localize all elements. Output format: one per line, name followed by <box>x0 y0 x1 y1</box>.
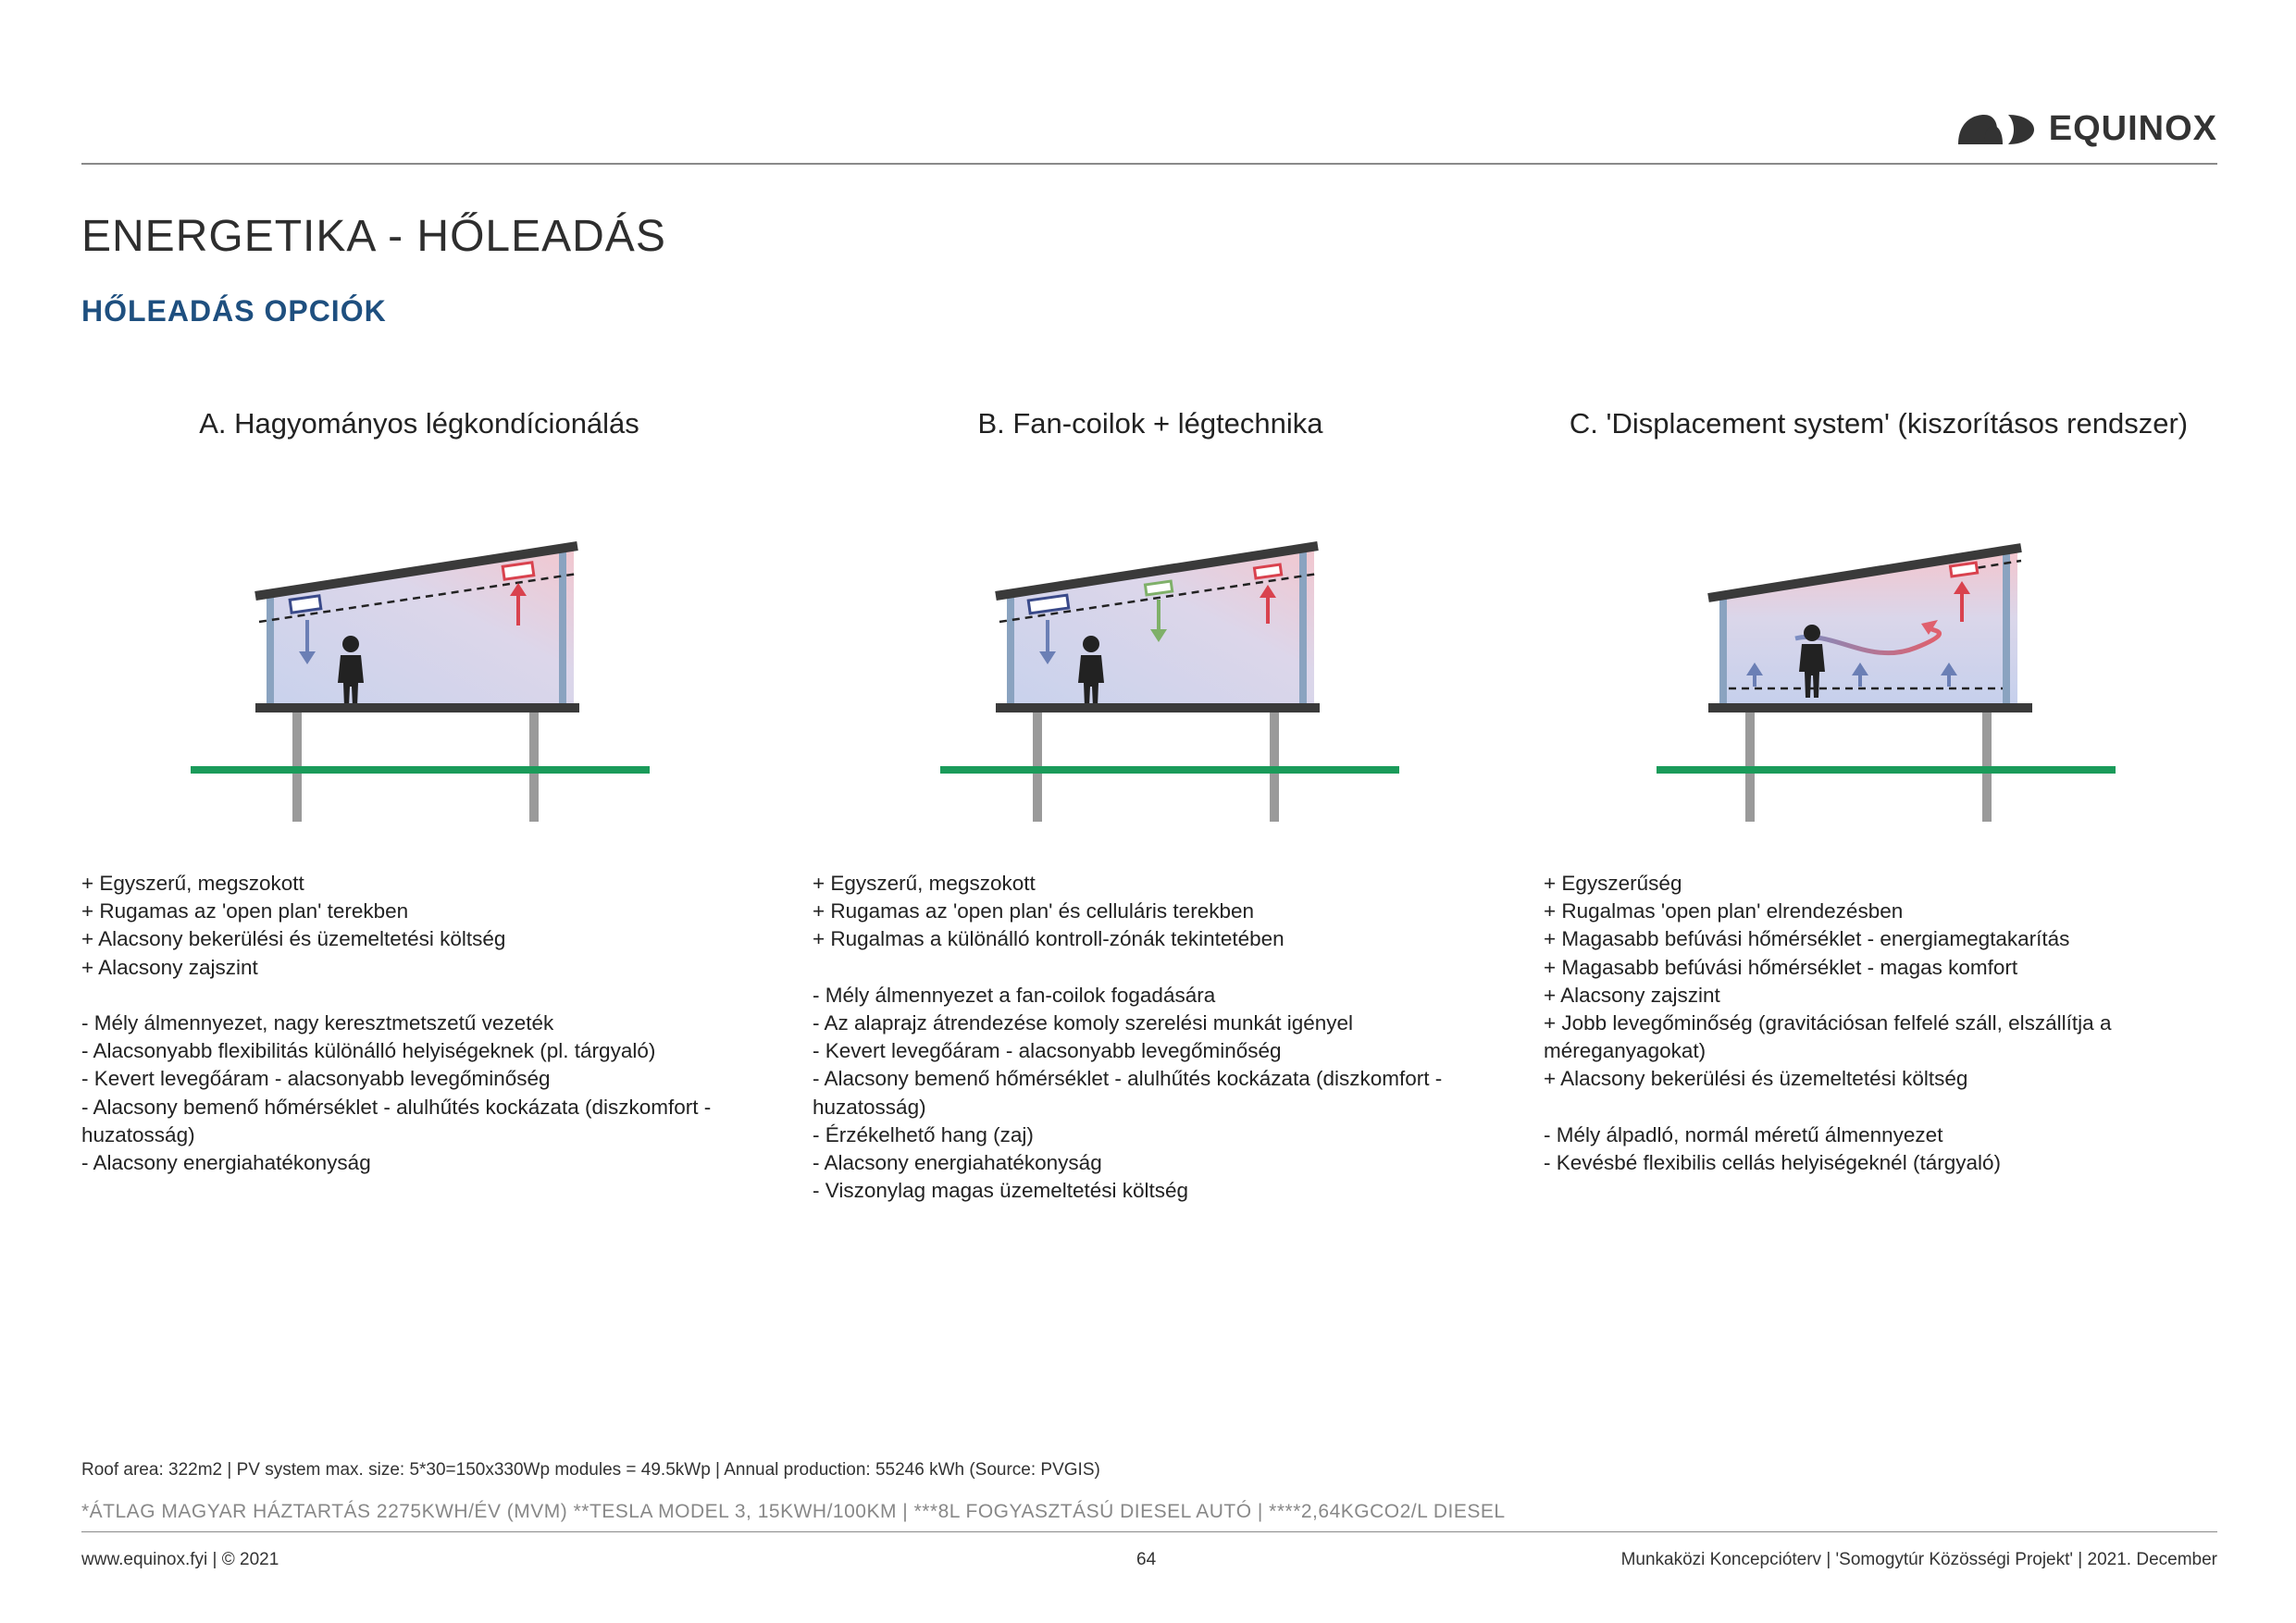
list-item: + Alacsony zajszint <box>1544 983 1720 1007</box>
footer-rule <box>81 1531 2217 1532</box>
extract-diffuser <box>503 563 534 579</box>
column-left <box>267 596 274 705</box>
extract-diffuser <box>1950 563 1977 576</box>
diagram-b <box>925 527 1407 833</box>
list-item: + Rugamas az 'open plan' és celluláris terekben <box>813 899 1254 923</box>
list-item: + Alacsony bekerülési és üzemeltetési költség <box>81 927 506 951</box>
list-item: - Alacsony energiahatékonyság <box>813 1151 1102 1175</box>
page-title: ENERGETIKA - HŐLEADÁS <box>81 212 666 261</box>
list-item: + Rugalmas 'open plan' elrendezésben <box>1544 899 1904 923</box>
list-gap <box>1544 1094 2210 1121</box>
list-item: - Kevert levegőáram - alacsonyabb levegőminőség <box>813 1039 1282 1063</box>
section-title: HŐLEADÁS OPCIÓK <box>81 294 387 328</box>
fresh-air-diffuser <box>1145 581 1172 595</box>
list-item: - Alacsony bemenő hőmérséklet - alulhűtés kockázata (diszkomfort - huzatosság) <box>813 1067 1443 1119</box>
footer-project: Munkaközi Koncepcióterv | 'Somogytúr Közösségi Projekt' | 2021. December <box>1620 1550 2217 1569</box>
list-item: + Jobb levegőminőség (gravitációsan felfelé száll, elszállítja a méreganyagokat) <box>1544 1011 2112 1063</box>
list-item: + Alacsony bekerülési és üzemeltetési költség <box>1544 1067 1968 1091</box>
ground-line <box>940 766 1399 774</box>
list-item: + Magasabb befúvási hőmérséklet - magas komfort <box>1544 955 2018 979</box>
column-right <box>559 551 566 705</box>
list-item: - Alacsony bemenő hőmérséklet - alulhűtés kockázata (diszkomfort - huzatosság) <box>81 1095 712 1146</box>
ground-line <box>1657 766 2116 774</box>
list-item: - Mély álmennyezet, nagy keresztmetszetű vezeték <box>81 1011 554 1035</box>
list-item: - Érzékelhető hang (zaj) <box>813 1122 1034 1146</box>
floor-slab <box>996 703 1320 712</box>
diagram-a <box>185 527 666 833</box>
list-item: + Rugalmas a különálló kontroll-zónák tekintetében <box>813 927 1285 951</box>
column-left <box>1719 598 1727 705</box>
list-item: - Viszonylag magas üzemeltetési költség <box>813 1179 1189 1203</box>
list-item: - Az alaprajz átrendezése komoly szerelési munkát igényel <box>813 1011 1354 1035</box>
supply-diffuser <box>290 596 321 613</box>
floor-slab <box>255 703 579 712</box>
roof-area-note: Roof area: 322m2 | PV system max. size: 5*30=150x330Wp modules = 49.5kWp | Annual production: 55246 kWh (Source: PVGIS) <box>81 1460 1100 1480</box>
column-right <box>1299 551 1307 705</box>
list-item: - Kevésbé flexibilis cellás helyiségeknél (tárgyaló) <box>1544 1151 2001 1175</box>
column-right <box>2003 553 2010 705</box>
list-item: + Egyszerű, megszokott <box>81 872 304 895</box>
list-item: - Mély álmennyezet a fan-coilok fogadására <box>813 983 1216 1007</box>
list-item: + Magasabb befúvási hőmérséklet - energiamegtakarítás <box>1544 927 2070 951</box>
column-a-title: A. Hagyományos légkondícionálás <box>199 407 639 440</box>
column-a-list <box>81 870 748 1177</box>
equinox-logo-icon <box>1956 113 2036 146</box>
column-left <box>1007 596 1014 705</box>
brand-logo <box>1956 109 2217 149</box>
list-item: + Egyszerű, megszokott <box>813 872 1036 895</box>
column-b-list <box>813 870 1479 1205</box>
column-b-title: B. Fan-coilok + légtechnika <box>977 407 1323 440</box>
ground-line <box>191 766 650 774</box>
footnote: *ÁTLAG MAGYAR HÁZTARTÁS 2275KWH/ÉV (MVM) **TESLA MODEL 3, 15KWH/100KM | ***8L FOGYASZTÁSÚ DIESEL AUTÓ | ****2,64KGCO2/L DIESEL <box>81 1501 1506 1522</box>
brand-name: EQUINOX <box>2048 109 2217 148</box>
column-c-list <box>1544 870 2210 1177</box>
page-number: 64 <box>1136 1550 1157 1569</box>
list-item: - Mély álpadló, normál méretű álmennyezet <box>1544 1122 1943 1146</box>
diagram-c <box>1647 527 2128 833</box>
list-gap <box>813 954 1479 982</box>
floor-slab <box>1708 703 2032 712</box>
list-item: + Rugamas az 'open plan' terekben <box>81 899 409 923</box>
list-item: - Alacsony energiahatékonyság <box>81 1151 371 1175</box>
footer-website: www.equinox.fyi | © 2021 <box>81 1550 279 1569</box>
list-item: + Egyszerűség <box>1544 872 1682 895</box>
list-item: + Alacsony zajszint <box>81 955 258 979</box>
header-rule <box>81 163 2217 165</box>
list-item: - Alacsonyabb flexibilitás különálló helyiségeknek (pl. tárgyaló) <box>81 1039 656 1063</box>
extract-diffuser <box>1254 564 1281 578</box>
list-gap <box>81 982 748 1010</box>
list-item: - Kevert levegőáram - alacsonyabb levegőminőség <box>81 1067 551 1091</box>
column-c-title: C. 'Displacement system' (kiszorításos rendszer) <box>1569 407 2189 440</box>
